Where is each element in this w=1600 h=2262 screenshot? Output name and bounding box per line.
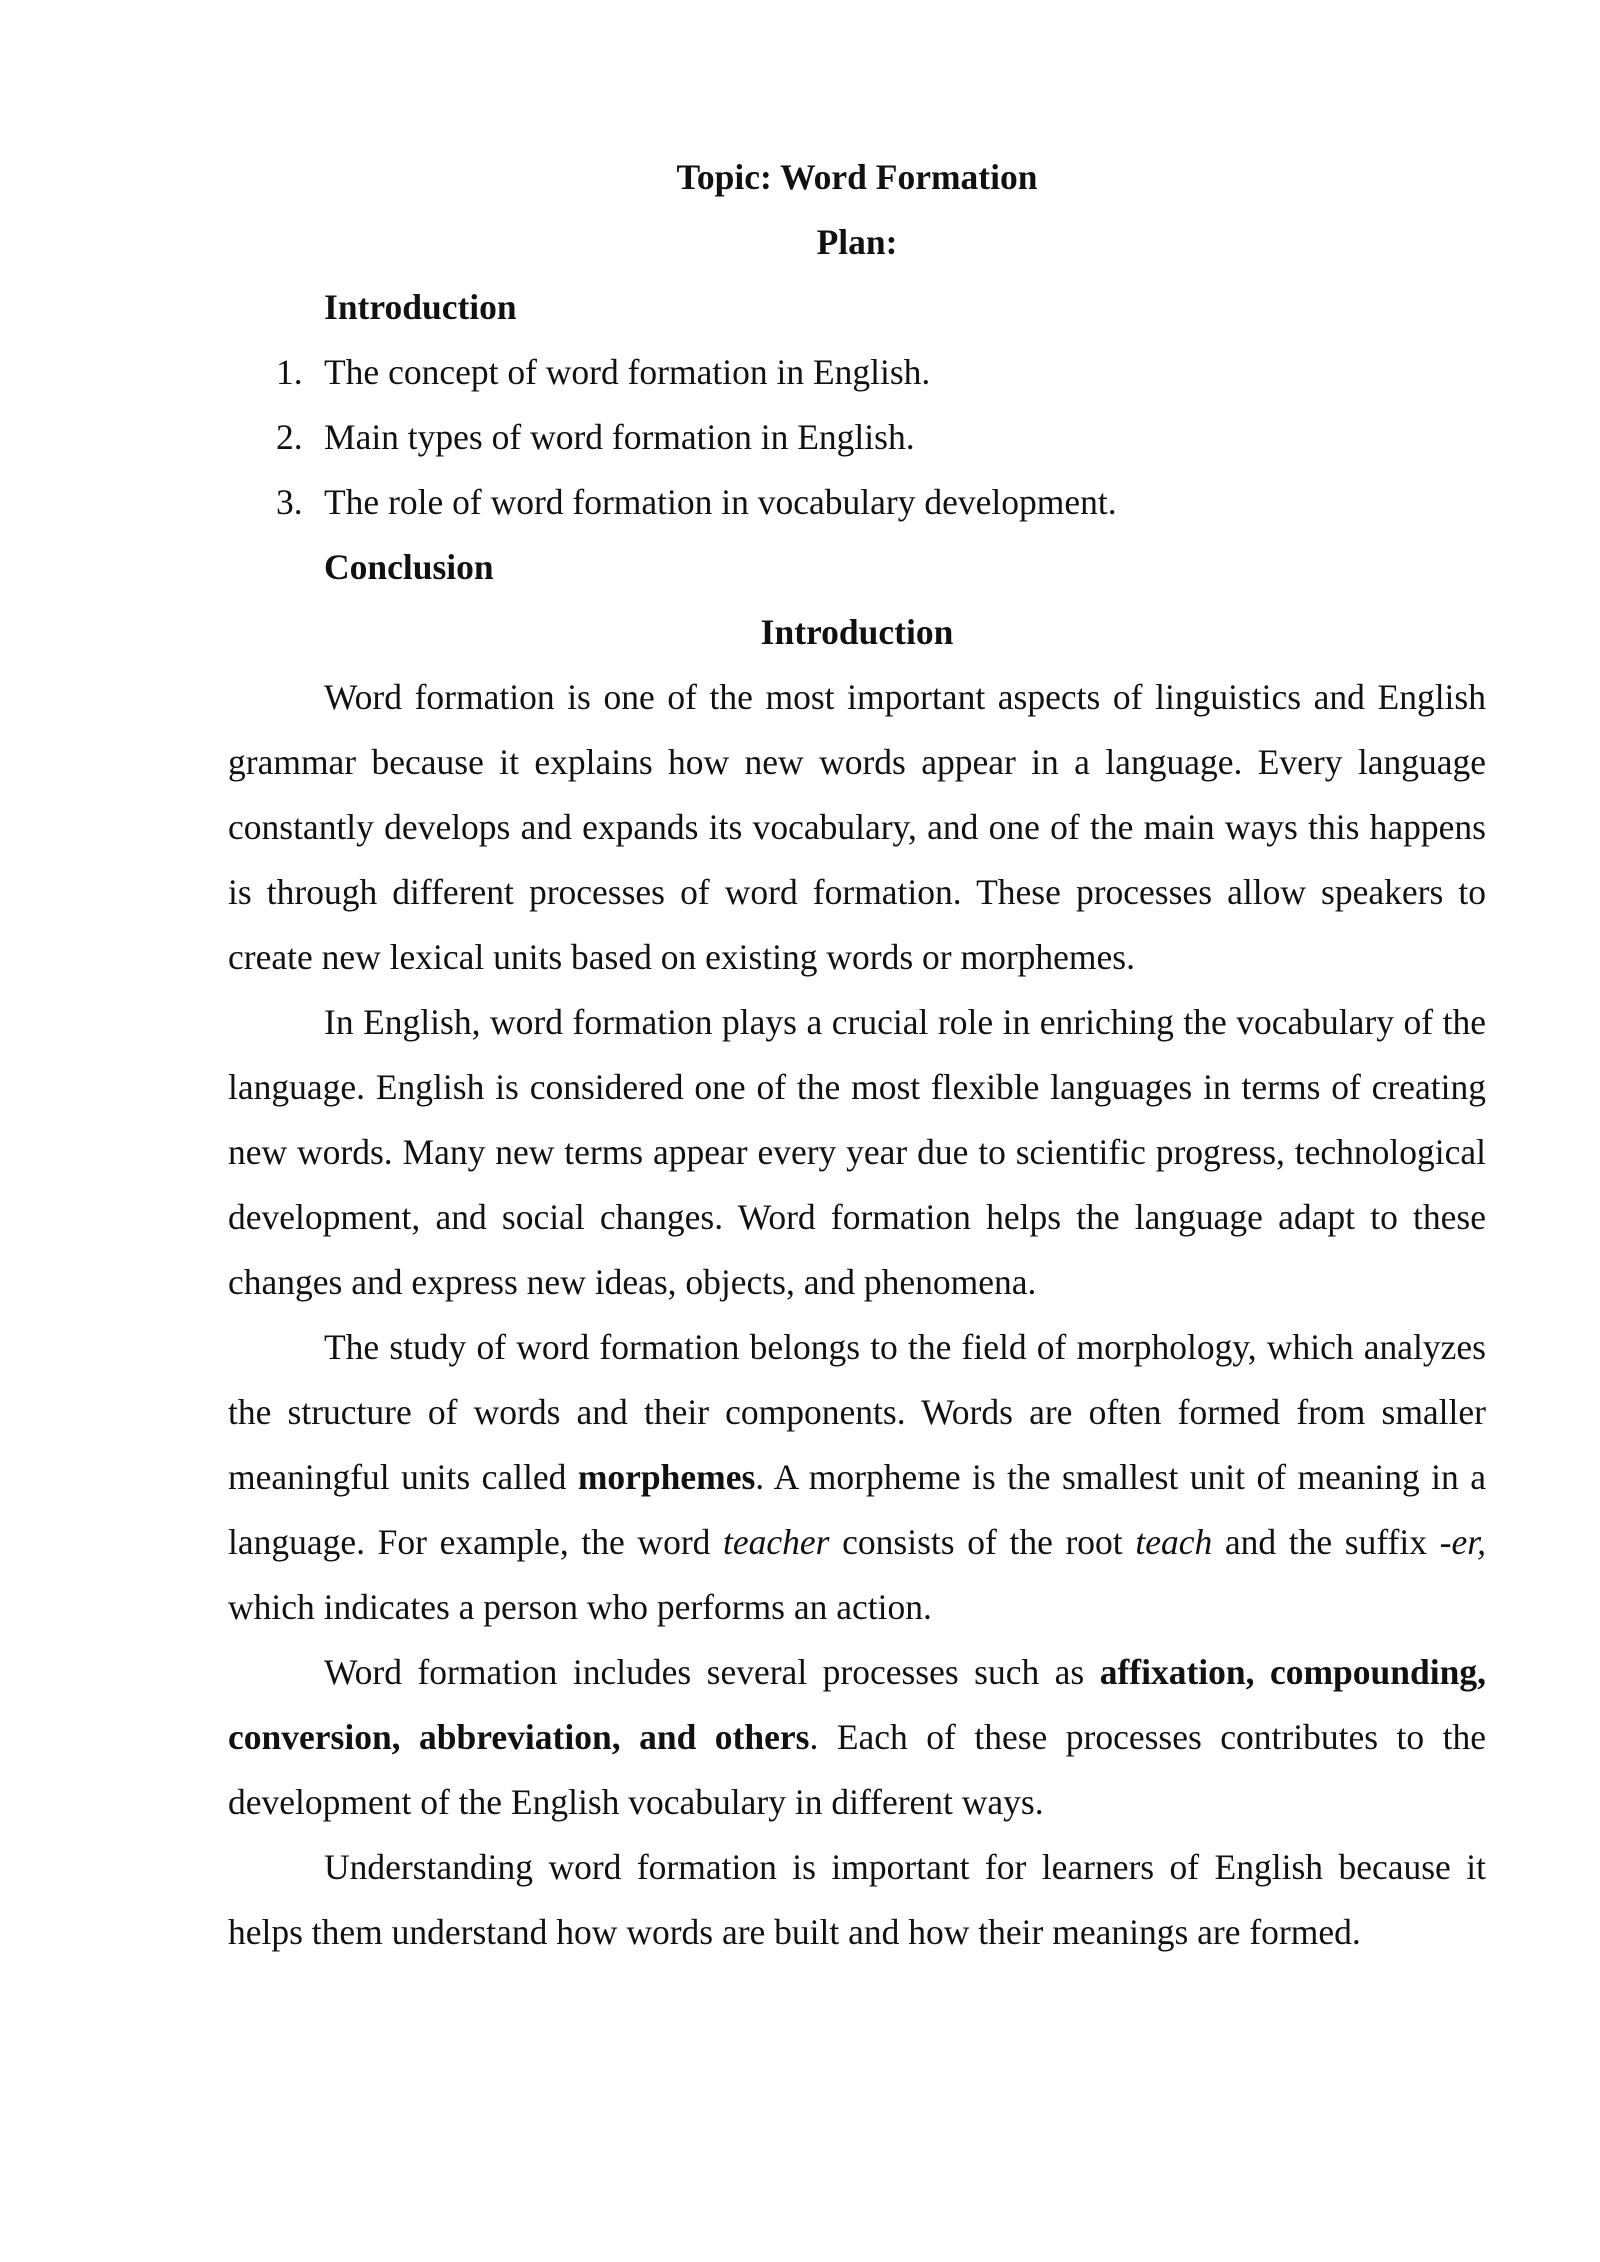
plan-item-text: The concept of word formation in English.: [324, 352, 931, 392]
term-processes-list: affixation, compounding, conversion, abbreviation, and others: [228, 1652, 1487, 1757]
plan-item: [228, 405, 1486, 470]
plan-item-text: Main types of word formation in English.: [324, 417, 915, 457]
paragraph-3: [228, 1315, 1486, 1640]
plan-item-text: The role of word formation in vocabulary development.: [324, 482, 1117, 522]
example-suffix-er: -er,: [1439, 1522, 1486, 1562]
paragraph-3-text: The study of word formation belongs to the field of morphology, which analyzes the structure of words and their components. Words are often formed from smaller meaningful units called: [228, 1327, 1486, 1497]
paragraph-2: In English, word formation plays a crucial role in enriching the vocabulary of the language. English is considered one of the most flexible languages in terms of creating new words. Many new terms appear every year due to scientific progress, technological development, and social changes. Word formation helps the language adapt to these changes and express new ideas, objects, and phenomena.: [228, 1002, 1486, 1302]
plan-title: Plan:: [816, 222, 898, 262]
plan-item: [228, 340, 1486, 405]
plan-conclusion-label: Conclusion: [324, 547, 494, 587]
paragraph-3-text: which indicates a person who performs an action.: [228, 1587, 932, 1627]
paragraph-4-text: Word formation includes several processes such as: [324, 1652, 1100, 1692]
paragraph-3-text: consists of the root: [829, 1522, 1136, 1562]
section-title-introduction: Introduction: [760, 612, 954, 652]
plan-item-number: 3.: [276, 482, 303, 522]
paragraph-3-text: and the suffix: [1212, 1522, 1440, 1562]
plan-introduction-label: Introduction: [324, 287, 517, 327]
topic-title: Topic: Word Formation: [676, 157, 1038, 197]
plan-item-number: 1.: [276, 352, 303, 392]
paragraph-5: Understanding word formation is important for learners of English because it helps them understand how words are built and how their meanings are formed.: [228, 1847, 1486, 1952]
plan-list: [228, 340, 1486, 535]
paragraph-4: [228, 1640, 1486, 1835]
paragraph-3-text: . A morpheme is the smallest unit of meaning in a language. For example, the word: [228, 1457, 1486, 1562]
paragraph-4-text: . Each of these processes contributes to the development of the English vocabulary in different ways.: [228, 1717, 1486, 1822]
document-content: [228, 145, 1486, 1965]
plan-item-number: 2.: [276, 417, 303, 457]
term-morphemes: morphemes: [577, 1457, 756, 1497]
plan-item: [228, 470, 1486, 535]
paragraph-1: Word formation is one of the most important aspects of linguistics and English grammar because it explains how new words appear in a language. Every language constantly develops and expands its vocabulary, and one of the main ways this happens is through different processes of word formation. These processes allow speakers to create new lexical units based on existing words or morphemes.: [228, 677, 1486, 977]
example-root-teach: teach: [1135, 1522, 1213, 1562]
example-word-teacher: teacher: [723, 1522, 830, 1562]
